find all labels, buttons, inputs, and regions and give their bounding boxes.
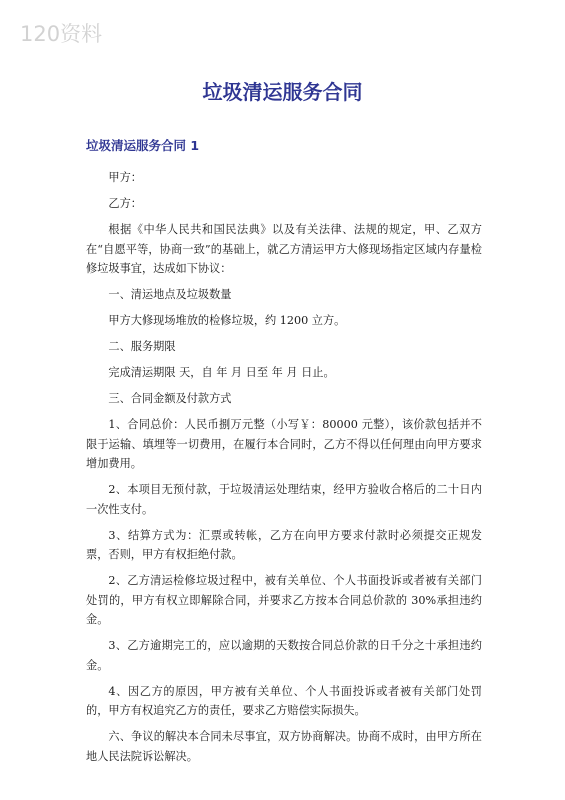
clause-paragraph: 2、乙方清运检修垃圾过程中，被有关单位、个人书面投诉或者被有关部门处罚的，甲方有权立即解除合同，并要求乙方按本合同总价款的 30%承担违约金。	[86, 574, 482, 626]
preamble-paragraph: 根据《中华人民共和国民法典》以及有关法律、法规的规定，甲、乙双方在“自愿平等，协商一致”的基础上，就乙方清运甲方大修现场指定区域内存量检修垃圾事宜，达成如下协议：	[86, 223, 482, 275]
clause-heading-payment: 三、合同金额及付款方式	[108, 392, 232, 405]
clause-paragraph: 完成清运期限 天，自 年 月 日至 年 月 日止。	[108, 366, 335, 379]
section-heading: 垃圾清运服务合同 1	[86, 138, 200, 153]
document-title: 垃圾清运服务合同	[202, 80, 363, 104]
dispute-resolution-paragraph: 六、争议的解决本合同未尽事宜，双方协商解决。协商不成时，由甲方所在地人民法院诉讼解决。	[86, 730, 482, 763]
clause-heading-location: 一、清运地点及垃圾数量	[108, 288, 232, 301]
party-a-line: 甲方：	[108, 171, 142, 184]
document-body	[86, 168, 482, 773]
clause-paragraph: 甲方大修现场堆放的检修垃圾，约 1200 立方。	[108, 314, 346, 327]
clause-paragraph: 3、结算方式为：汇票或转帐，乙方在向甲方要求付款时必须提交正规发票，否则，甲方有权拒绝付款。	[86, 528, 482, 561]
clause-heading-term: 二、服务期限	[108, 340, 176, 353]
watermark: 120资料	[20, 22, 103, 46]
clause-paragraph: 1、合同总价：人民币捌万元整（小写￥：80000 元整），该价款包括并不限于运输、填埋等一切费用，在履行本合同时，乙方不得以任何理由向甲方要求增加费用。	[86, 418, 482, 470]
clause-paragraph: 2、本项目无预付款，于垃圾清运处理结束，经甲方验收合格后的二十日内一次性支付。	[86, 483, 482, 516]
party-b-line: 乙方：	[108, 197, 142, 210]
clause-paragraph: 3、乙方逾期完工的，应以逾期的天数按合同总价款的日千分之十承担违约金。	[86, 639, 482, 672]
clause-paragraph: 4、因乙方的原因，甲方被有关单位、个人书面投诉或者被有关部门处罚的，甲方有权追究乙方的责任，要求乙方赔偿实际损失。	[86, 684, 482, 717]
